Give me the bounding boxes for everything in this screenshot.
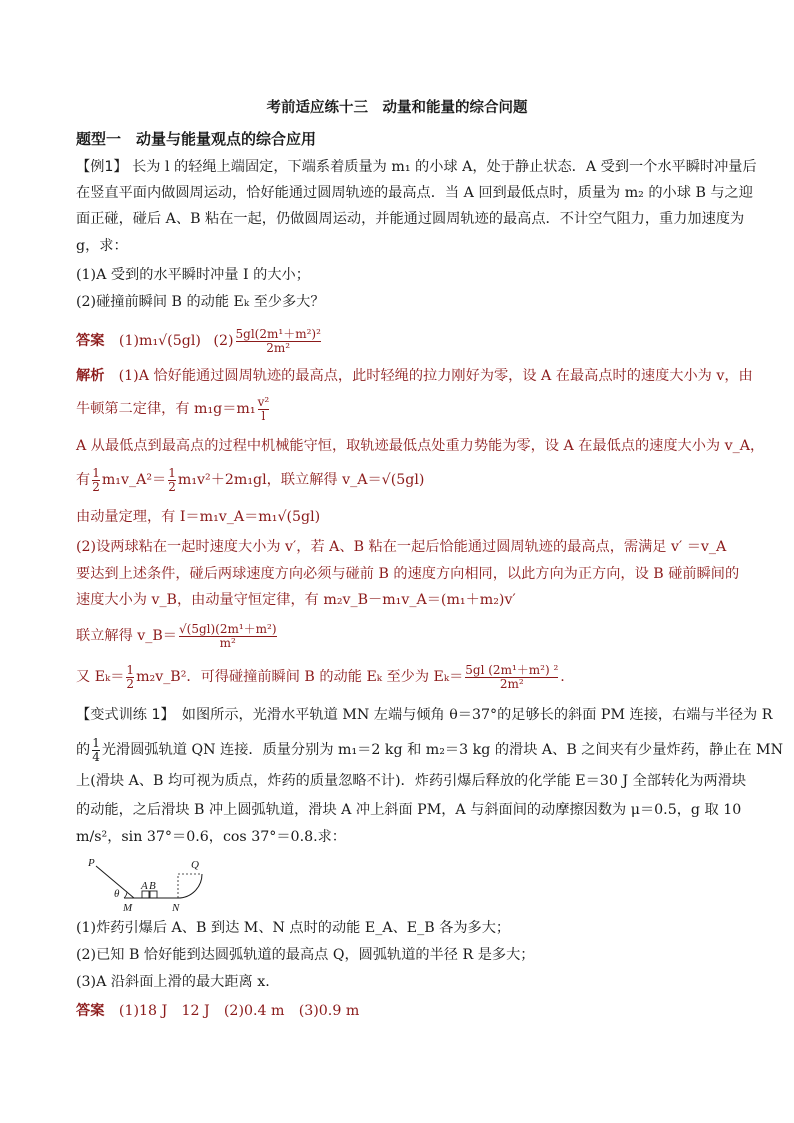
incline-track-diagram [88,854,234,918]
solution-line2: 牛顿第二定律，有 m₁g＝m₁ $\frac{\text{v²}}{l}$ [76,395,270,423]
quarter-fraction: $\frac{1}{4}$ [92,736,100,764]
solution-line9: 联立解得 v_B＝ $\frac{\text{√(5gl)(2m¹＋m²)}}{\text{m²}}$ [76,622,277,650]
variant1-line5: m/s²，sin 37°＝0.6，cos 37°＝0.8.求： [76,829,346,845]
example1-question2: (2)碰撞前瞬间 B 的动能 Eₖ 至少多大？ [76,294,325,310]
label-p: P [88,857,95,869]
variant1-line2: 的 $\frac{1}{4}$ 光滑圆弧轨道 QN 连接．质量分别为 m₁＝2 kg 和 m₂＝3 kg 的滑块 A、B 之间夹有少量炸药，静止在 MN [76,736,783,764]
solution-line10: 又 Eₖ＝ $\frac{1}{2}$ m₂v_B²．可得碰撞前瞬间 B 的动能 Eₖ 至少为 Eₖ＝ $\frac{\text{5gl (2m¹＋m²) ²}}{\text{2m²}}$ . [76,663,565,691]
block-a [142,891,149,898]
solution-line1: 解析 (1)A 恰好能通过圆周轨迹的最高点，此时轻绳的拉力刚好为零，设 A 在最高点时的速度大小为 v，由 [76,368,753,384]
vb-fraction: $\frac{\text{√(5gl)(2m¹＋m²)}}{\text{m²}}$ [178,622,277,650]
variant1-line3: 上(滑块 A、B 均可视为质点，炸药的质量忽略不计)．炸药引爆后释放的化学能 E＝30 J 全部转化为两滑块 [76,773,747,789]
half-fraction: $\frac{1}{2}$ [168,466,176,494]
example1-line4: g，求： [76,238,128,254]
label-a: A [141,880,148,892]
variant1-question3: (3)A 沿斜面上滑的最大距离 x. [76,974,270,990]
solution-line8: 速度大小为 v_B，由动量守恒定律，有 m₂v_B－m₁v_A＝(m₁＋m₂)v′ [76,592,516,608]
block-b [150,891,157,898]
example1-line1: 【例1】 长为 l 的轻绳上端固定，下端系着质量为 m₁ 的小球 A，处于静止状态．A 受到一个水平瞬时冲量后 [76,159,757,175]
label-q: Q [191,859,199,871]
example1-line3: 面正碰，碰后 A、B 粘在一起，仍做圆周运动，并能通过圆周轨迹的最高点．不计空气阻力，重力加速度为 [76,211,745,227]
answer-label: 答案 [76,1003,105,1019]
example1-question1: (1)A 受到的水平瞬时冲量 I 的大小； [76,267,310,283]
variant1-label: 【变式训练 1】 [76,707,168,723]
example1-label: 【例1】 [76,159,128,175]
solution-fraction-v2-l: $\frac{\text{v²}}{l}$ [257,395,270,423]
variant1-answer: 答案 (1)18 J 12 J (2)0.4 m (3)0.9 m [76,1003,360,1019]
answer2-fraction: $\frac{\text{5gl(2m¹＋m²)²}}{\text{2m²}}$ [235,327,321,355]
label-m: M [123,902,133,914]
variant1-question2: (2)已知 B 恰好能到达圆弧轨道的最高点 Q，圆弧轨道的半径 R 是多大； [76,947,535,963]
solution-line4: 有 $\frac{1}{2}$ m₁v_A²＝ $\frac{1}{2}$ m₁v²＋2m₁gl，联立解得 v_A＝√(5gl) [76,466,425,494]
section-heading: 题型一 动量与能量观点的综合应用 [76,130,317,148]
solution-line5: 由动量定理，有 I＝m₁v_A＝m₁√(5gl) [76,509,321,525]
variant1-line4: 的动能，之后滑块 B 冲上圆弧轨道，滑块 A 冲上斜面 PM，A 与斜面间的动摩擦因数为 μ＝0.5，g 取 10 [76,802,742,818]
half-fraction: $\frac{1}{2}$ [126,663,135,691]
example1-answer: 答案 (1)m₁√(5gl) (2) $\frac{\text{5gl(2m¹＋m²)²}}{\text{2m²}}$ [76,327,321,355]
solution-label: 解析 [76,368,105,384]
solution-line3: A 从最低点到最高点的过程中机械能守恒，取轨迹最低点处重力势能为零，设 A 在最低点的速度大小为 v_A， [76,438,765,454]
ek-fraction: $\frac{\text{5gl (2m¹＋m²) ²}}{\text{2m²}}$ [465,663,559,691]
solution-line7: 要达到上述条件，碰后两球速度方向必须与碰前 B 的速度方向相同，以此方向为正方向，设 B 碰前瞬间的 [76,566,740,582]
solution-line6: (2)设两球粘在一起时速度大小为 v′，若 A、B 粘在一起后恰能通过圆周轨迹的最高点，需满足 v′ ＝v_A [76,539,727,555]
label-b: B [149,880,156,892]
example1-line2: 在竖直平面内做圆周运动，恰好能通过圆周轨迹的最高点．当 A 回到最低点时，质量为 m₂ 的小球 B 与之迎 [76,185,753,201]
angle-arc [124,892,127,898]
quarter-arc-qn [178,874,202,898]
label-theta: θ [114,888,120,900]
page-title: 考前适应练十三 动量和能量的综合问题 [266,100,528,116]
half-fraction: $\frac{1}{2}$ [92,466,100,494]
label-n: N [172,902,180,914]
variant1-line1: 【变式训练 1】 如图所示，光滑水平轨道 MN 左端与倾角 θ＝37°的足够长的斜面 PM 连接，右端与半径为 R [76,707,773,723]
variant1-question1: (1)炸药引爆后 A、B 到达 M、N 点时的动能 E_A、E_B 各为多大； [76,920,511,936]
answer-label: 答案 [76,333,105,350]
